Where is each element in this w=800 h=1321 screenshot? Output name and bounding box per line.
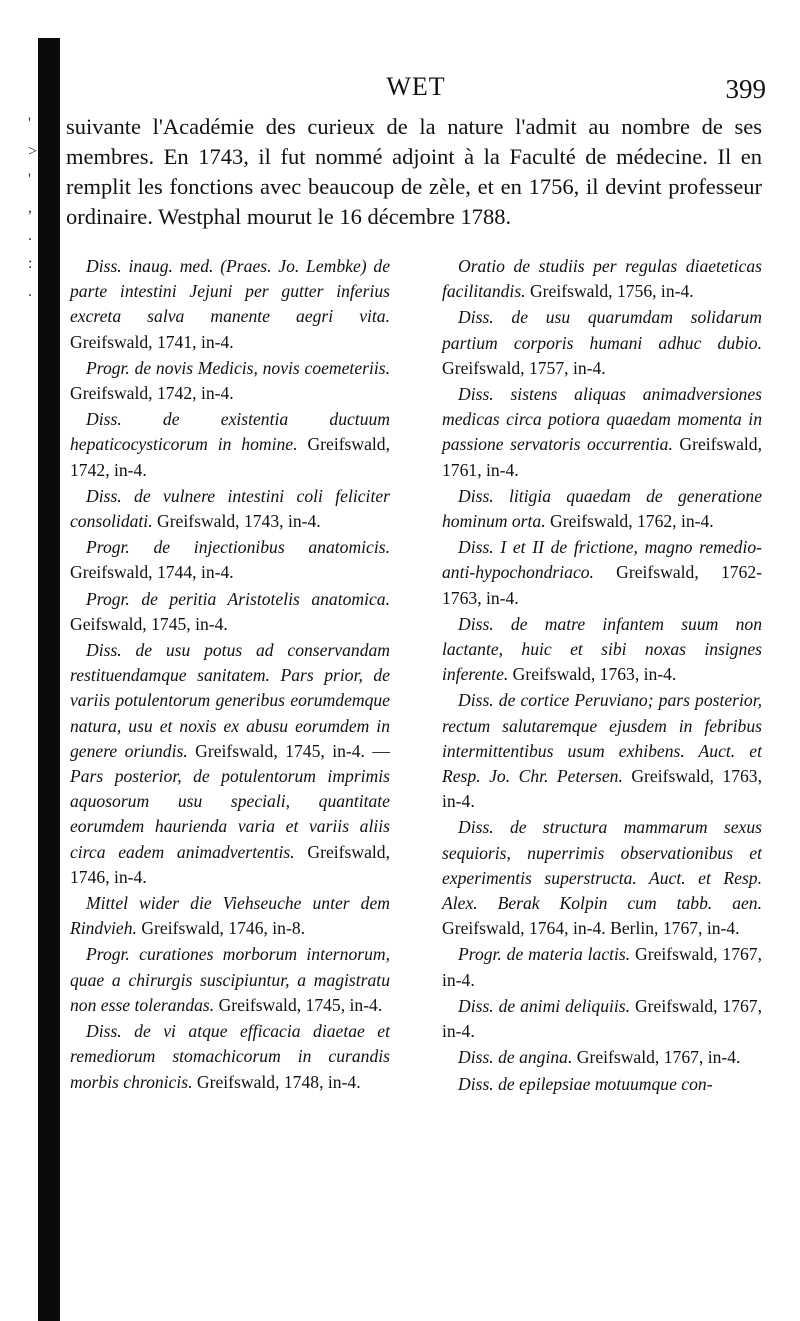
bibliography-entry	[70, 891, 390, 941]
bibliography-entry	[70, 638, 390, 890]
entry-title: Pars posterior, de potulentorum imprimis aquosorum usu speciali, quantitate eorumdem haurienda varia et variis aliis circa eadem animadvertentis.	[70, 766, 390, 862]
page	[66, 72, 766, 1098]
bibliography-entry	[70, 1019, 390, 1095]
bibliography-entry	[70, 942, 390, 1018]
entry-title: Oratio de studiis per regulas diaeteticas facilitandis.	[442, 256, 762, 302]
entry-publication: Greifswald, 1763, in-4.	[508, 664, 677, 685]
bibliography-entry	[442, 688, 762, 814]
entry-title: Diss. de angina.	[458, 1047, 573, 1068]
entry-title: Progr. de novis Medicis, novis coemeteriis.	[86, 357, 390, 378]
entry-title: Diss. de cortice Peruviano; pars posterior, rectum salutaremque ejusdem in febribus intermittentibus usum exhibens. Auct. et Resp. Jo. Chr. Petersen.	[442, 690, 762, 787]
entry-publication: Greifswald, 1741, in-4.	[70, 331, 234, 352]
entry-title: Progr. de peritia Aristotelis anatomica.	[86, 588, 390, 609]
left-column	[66, 254, 390, 1098]
intro-paragraph: suivante l'Académie des curieux de la nature l'admit au nombre de ses membres. En 1743, il fut nommé adjoint à la Faculté de médecine. Il en remplit les fonctions avec beaucoup de zèle, et en 1756, il devint professeur ordinaire. Westphal mourut le 16 décembre 1788.	[66, 114, 762, 229]
bibliography-entry	[70, 484, 390, 534]
entry-publication: Greifswald, 1764, in-4. Berlin, 1767, in-4.	[442, 918, 740, 939]
page-number: 399	[725, 74, 766, 104]
entry-title: Diss. inaug. med. (Praes. Jo. Lembke) de parte intestini Jejuni per gutter inferius excreta salva manente aegri vita.	[70, 256, 390, 327]
entry-publication: Greifswald, 1767, in-4.	[572, 1047, 741, 1068]
entry-title: Diss. I et II de frictione, magno remedio-anti-hypochondriaco.	[442, 537, 762, 583]
bibliography-entry	[70, 254, 390, 355]
entry-title: Progr. de injectionibus anatomicis.	[86, 537, 390, 558]
entry-publication: Greifswald, 1762-1763, in-4.	[442, 562, 762, 608]
entry-title: Diss. de usu quarumdam solidarum partium corporis humani adhuc dubio.	[442, 307, 762, 353]
entry-title: Diss. de existentia ductuum hepaticocysticorum in homine.	[70, 409, 390, 455]
entry-publication: Greifswald, 1743, in-4.	[152, 511, 321, 532]
entry-publication: Greifswald, 1746, in-4.	[70, 841, 390, 887]
entry-title: Diss. de matre infantem suum non lactante, huic et sibi noxas insignes inferente.	[442, 613, 762, 685]
bibliography-entry	[442, 942, 762, 992]
bibliography-columns	[66, 254, 766, 1098]
bibliography-entry	[70, 587, 390, 637]
entry-publication: Greifswald, 1761, in-4.	[442, 434, 762, 480]
entry-title: Diss. de vulnere intestini coli feliciter consolidati.	[70, 485, 390, 532]
running-head: WET	[386, 72, 446, 101]
bibliography-entry	[442, 994, 762, 1044]
entry-publication: Greifswald, 1744, in-4.	[70, 562, 234, 583]
entry-title: Mittel wider die Viehseuche unter dem Rindvieh.	[70, 893, 390, 939]
entry-publication: Greifswald, 1767, in-4.	[442, 995, 763, 1042]
entry-publication: Greifswald, 1742, in-4.	[70, 434, 391, 480]
binding-edge	[38, 38, 60, 1321]
bibliography-entry	[70, 356, 390, 406]
entry-title: Diss. de animi deliquiis.	[458, 995, 631, 1016]
entry-title: Diss. de structura mammarum sexus sequioris, nuperrimis observationibus et experimentis superstructa. Auct. et Resp. Alex. Berak Kolpin cum tabb. aen.	[442, 817, 762, 914]
entry-title: Progr. curationes morborum internorum, quae a chirurgis suscipiuntur, a magistratu non esse tolerandas.	[70, 944, 390, 1015]
entry-publication: Greifswald, 1757, in-4.	[442, 357, 606, 378]
bibliography-entry	[442, 305, 762, 381]
entry-publication: Greifswald, 1748, in-4.	[192, 1071, 361, 1092]
entry-title: Diss. litigia quaedam de generatione hominum orta.	[442, 485, 762, 532]
bibliography-entry	[442, 815, 762, 941]
bibliography-entry	[442, 612, 762, 688]
entry-title: Diss. de epilepsiae motuumque con-	[458, 1073, 713, 1094]
entry-publication: Greifswald, 1742, in-4.	[70, 383, 234, 404]
bibliography-entry	[442, 254, 762, 304]
entry-publication: Greifswald, 1746, in-8.	[136, 918, 306, 939]
entry-publication: Greifswald, 1762, in-4.	[545, 511, 714, 532]
entry-publication: Greifswald, 1745, in-4. —	[187, 740, 390, 761]
bibliography-entry	[442, 484, 762, 534]
entry-publication: Greifswald, 1767, in-4.	[442, 944, 762, 990]
entry-title: Diss. sistens aliquas animadversiones medicas circa potiora quaedam momenta in passione servatoris occurrentia.	[442, 384, 762, 455]
margin-marks: ' > ' , . : .	[28, 115, 38, 300]
entry-title: Diss. de vi atque efficacia diaetae et remediorum stomachicorum in curandis morbis chronicis.	[70, 1021, 390, 1092]
bibliography-entry	[70, 407, 390, 483]
entry-publication: Greifswald, 1763, in-4.	[442, 766, 762, 812]
bibliography-entry	[442, 535, 762, 611]
page-header	[66, 72, 766, 112]
entry-publication: Geifswald, 1745, in-4.	[70, 613, 228, 634]
entry-title: Progr. de materia lactis.	[458, 944, 631, 965]
entry-publication: Greifswald, 1745, in-4.	[214, 994, 383, 1015]
entry-title: Diss. de usu potus ad conservandam restituendamque sanitatem. Pars prior, de variis potulentorum generibus eorumdemque natura, usu et noxis ex abusu eorumdem in genere oriundis.	[70, 640, 390, 761]
right-column	[442, 254, 766, 1098]
bibliography-entry	[442, 1045, 762, 1070]
entry-publication: Greifswald, 1756, in-4.	[525, 281, 694, 302]
bibliography-entry	[442, 1072, 762, 1097]
bibliography-entry	[442, 382, 762, 483]
bibliography-entry	[70, 535, 390, 585]
